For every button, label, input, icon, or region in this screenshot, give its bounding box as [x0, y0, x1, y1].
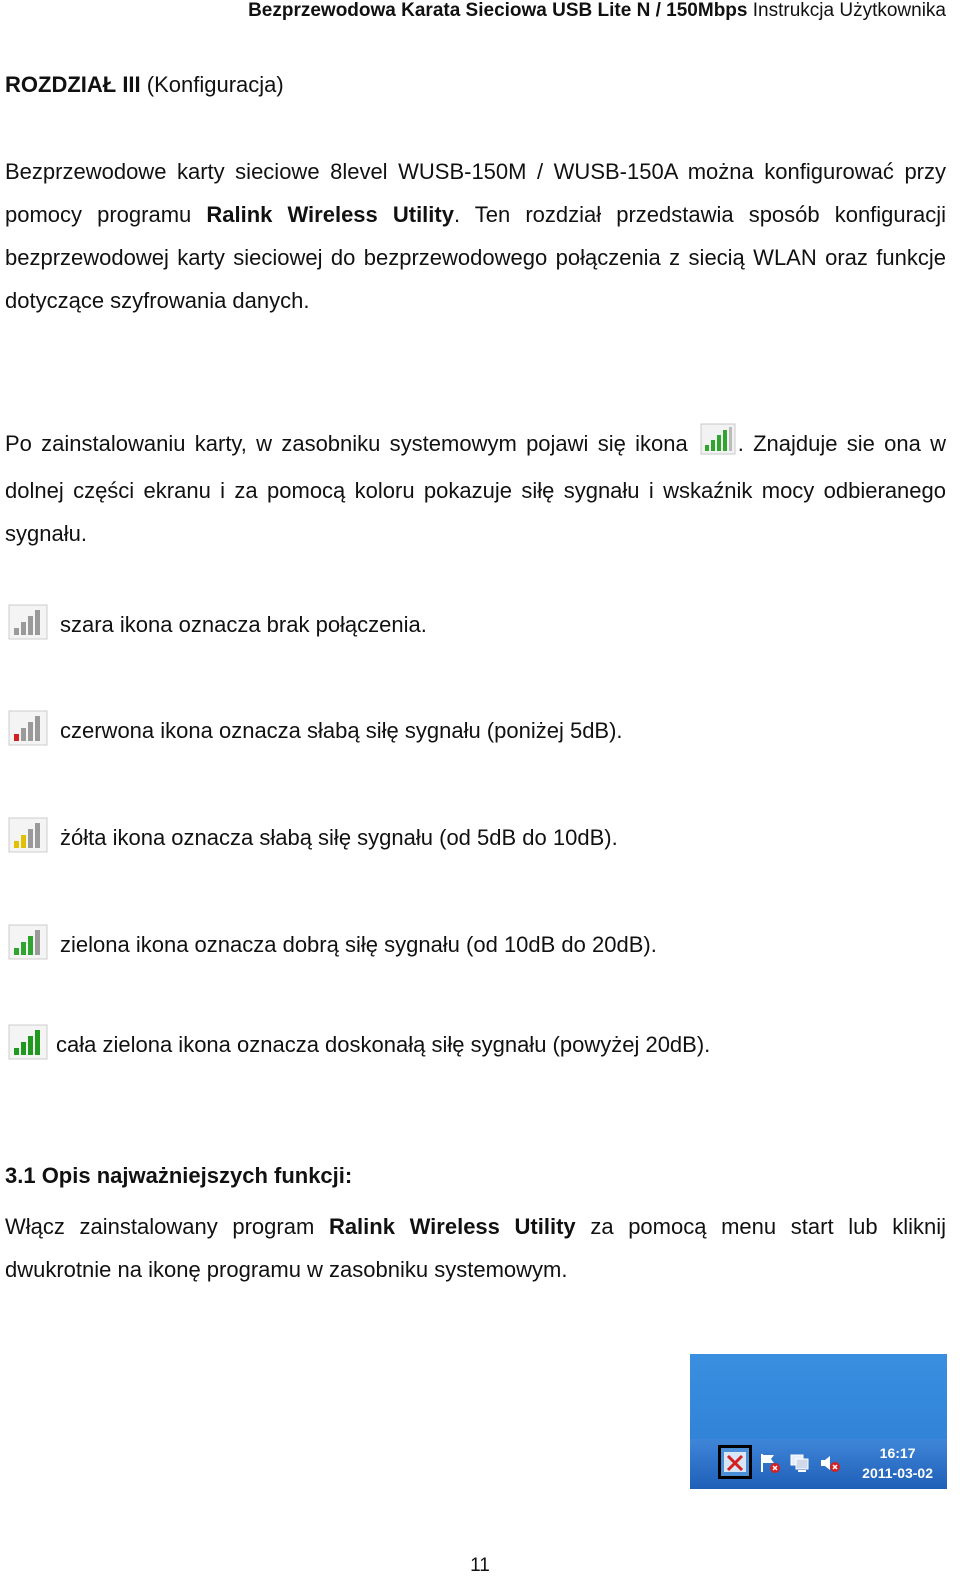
clock-date: 2011-03-02: [862, 1465, 933, 1481]
network-icon[interactable]: [788, 1451, 812, 1475]
system-tray-screenshot: [690, 1354, 947, 1489]
signal-green-icon: [8, 924, 48, 966]
taskbar: [690, 1439, 947, 1489]
clock-time: 16:17: [879, 1445, 916, 1461]
legend-text: szara ikona oznacza brak połączenia.: [60, 612, 427, 637]
tray-text-2: . Znajduje sie ona w dolnej części ekranu i za pomocą koloru pokazuje siłę sygnału i wskaźnik mocy odbieranego sygnału.: [5, 431, 947, 546]
header-title: Bezprzewodowa Karata Sieciowa USB Lite N / 150Mbps: [248, 0, 748, 21]
intro-paragraph: [5, 150, 946, 322]
ralink-tray-icon[interactable]: [718, 1445, 752, 1479]
action-center-icon[interactable]: [758, 1451, 782, 1475]
intro-program-name: Ralink Wireless Utility: [206, 202, 454, 227]
section-paragraph: [5, 1205, 946, 1291]
page-number: 11: [470, 1555, 490, 1576]
section-text-2: za pomocą menu start lub kliknij dwukrotnie na ikonę programu w zasobniku systemowym.: [5, 1214, 946, 1282]
intro-text-1: Bezprzewodowe karty sieciowe 8level WUSB-150M / WUSB-150A można konfigurować przy pomocy programu: [5, 159, 946, 227]
signal-full-green-icon: [8, 1024, 48, 1066]
chapter-number: ROZDZIAŁ III: [5, 72, 141, 97]
section-text-1: Włącz zainstalowany program: [5, 1214, 315, 1239]
tray-paragraph: [5, 422, 946, 555]
speaker-muted-icon[interactable]: [818, 1451, 842, 1475]
signal-yellow-icon: [8, 817, 48, 859]
legend-item-green: [8, 924, 657, 966]
tray-text-1: Po zainstalowaniu karty, w zasobniku systemowym pojawi się ikona: [5, 431, 688, 456]
legend-item-full-green: [8, 1024, 710, 1066]
legend-item-yellow: [8, 817, 618, 859]
signal-red-icon: [8, 710, 48, 752]
legend-text: cała zielona ikona oznacza doskonałą siłę sygnału (powyżej 20dB).: [56, 1032, 711, 1057]
tray-clock[interactable]: [862, 1443, 933, 1483]
legend-text: zielona ikona oznacza dobrą siłę sygnału (od 10dB do 20dB).: [60, 932, 657, 957]
legend-text: żółta ikona oznacza słabą siłę sygnału (od 5dB do 10dB).: [60, 825, 618, 850]
signal-green-icon: [700, 423, 736, 469]
section-title: 3.1 Opis najważniejszych funkcji:: [5, 1163, 353, 1188]
chapter-title: [5, 72, 284, 98]
header-subtitle: Instrukcja Użytkownika: [752, 0, 946, 21]
legend-item-red: [8, 710, 623, 752]
legend-text: czerwona ikona oznacza słabą siłę sygnału (poniżej 5dB).: [60, 718, 623, 743]
chapter-name: (Konfiguracja): [146, 72, 284, 97]
page-header: [248, 0, 946, 22]
intro-text-2: . Ten rozdział przedstawia sposób konfiguracji bezprzewodowej karty sieciowej do bezprzewodowego połączenia z siecią WLAN oraz funkcje dotyczące szyfrowania danych.: [5, 202, 946, 313]
legend-item-gray: [8, 604, 427, 646]
section-program-name: Ralink Wireless Utility: [328, 1214, 576, 1239]
signal-gray-icon: [8, 604, 48, 646]
